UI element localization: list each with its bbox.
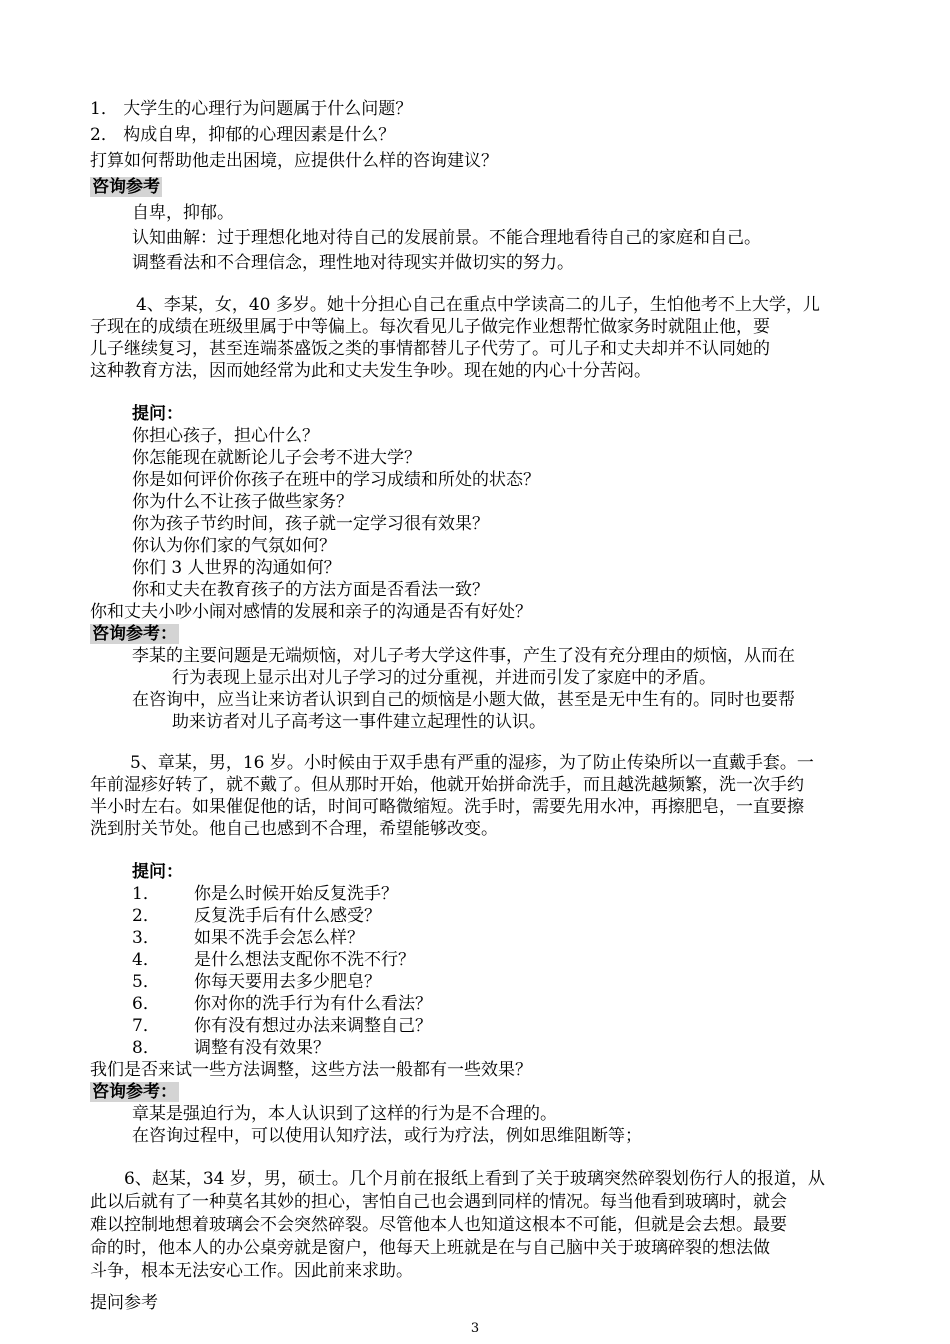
case-paragraph-line: 半小时左右。如果催促他的话，时间可略微缩短。洗手时，需要先用水冲，再擦肥皂，一直要擦 (90, 797, 804, 817)
question-line: 你和丈夫小吵小闹对感情的发展和亲子的沟通是否有好处？ (90, 602, 532, 622)
ask-heading: 提问： (132, 862, 183, 882)
case-paragraph-line: 4、李某，女，40 多岁。她十分担心自己在重点中学读高二的儿子，生怕他考不上大学，儿 (136, 295, 820, 315)
case-paragraph-line: 这种教育方法，因而她经常为此和丈夫发生争吵。现在她的内心十分苦闷。 (90, 361, 651, 381)
paragraph-line: 章某是强迫行为，本人认识到了这样的行为是不合理的。 (132, 1104, 557, 1124)
case-paragraph-line: 难以控制地想着玻璃会不会突然碎裂。尽管他本人也知道这根本不可能，但就是会去想。最要 (90, 1215, 787, 1235)
paragraph-line: 在咨询过程中，可以使用认知疗法，或行为疗法，例如思维阻断等； (132, 1126, 642, 1146)
question-line: 你为孩子节约时间，孩子就一定学习很有效果？ (132, 514, 489, 534)
ask-heading: 提问参考 (90, 1293, 158, 1313)
numbered-question: 4． 是什么想法支配你不洗不行？ (132, 950, 415, 970)
section-heading: 咨询参考 (92, 177, 160, 197)
paragraph-line: 调整看法和不合理信念，理性地对待现实并做切实的努力。 (132, 253, 574, 273)
ask-heading: 提问： (132, 404, 183, 424)
paragraph-line: 行为表现上显示出对儿子学习的过分重视，并进而引发了家庭中的矛盾。 (172, 668, 716, 688)
numbered-question: 7． 你有没有想过办法来调整自己？ (132, 1016, 432, 1036)
numbered-question: 1． 你是么时候开始反复洗手？ (132, 884, 398, 904)
paragraph-line: 李某的主要问题是无端烦恼，对儿子考大学这件事，产生了没有充分理由的烦恼，从而在 (132, 646, 795, 666)
case-paragraph-line: 命的时，他本人的办公桌旁就是窗户，他每天上班就是在与自己脑中关于玻璃碎裂的想法做 (90, 1238, 770, 1258)
case-paragraph-line: 子现在的成绩在班级里属于中等偏上。每次看见儿子做完作业想帮忙做家务时就阻止他，要 (90, 317, 770, 337)
question-line: 我们是否来试一些方法调整，这些方法一般都有一些效果？ (90, 1060, 532, 1080)
case-paragraph-line: 5、章某，男，16 岁。小时候由于双手患有严重的湿疹，为了防止传染所以一直戴手套。一 (130, 753, 814, 773)
question-line: 你担心孩子，担心什么？ (132, 426, 319, 446)
question-line: 你是如何评价你孩子在班中的学习成绩和所处的状态？ (132, 470, 540, 490)
question-line: 你们 3 人世界的沟通如何？ (132, 558, 341, 578)
question-line: 打算如何帮助他走出困境，应提供什么样的咨询建议？ (90, 151, 498, 171)
paragraph-line: 自卑，抑郁。 (132, 203, 234, 223)
case-paragraph-line: 此以后就有了一种莫名其妙的担心，害怕自己也会遇到同样的情况。每当他看到玻璃时，就会 (90, 1192, 787, 1212)
question-line: 你为什么不让孩子做些家务？ (132, 492, 353, 512)
numbered-question: 5． 你每天要用去多少肥皂？ (132, 972, 381, 992)
case-paragraph-line: 6、赵某，34 岁，男，硕士。几个月前在报纸上看到了关于玻璃突然碎裂划伤行人的报道，从 (124, 1169, 825, 1189)
paragraph-line: 在咨询中，应当让来访者认识到自己的烦恼是小题大做，甚至是无中生有的。同时也要帮 (132, 690, 795, 710)
section-heading: 咨询参考： (92, 624, 177, 644)
page-number: 3 (470, 1321, 480, 1336)
question-line: 你怎能现在就断论儿子会考不进大学？ (132, 448, 421, 468)
section-heading: 咨询参考： (92, 1082, 177, 1102)
question-line: 1． 大学生的心理行为问题属于什么问题？ (90, 99, 413, 119)
paragraph-line: 助来访者对儿子高考这一事件建立起理性的认识。 (172, 712, 546, 732)
case-paragraph-line: 洗到肘关节处。他自己也感到不合理，希望能够改变。 (90, 819, 498, 839)
paragraph-line: 认知曲解：过于理想化地对待自己的发展前景。不能合理地看待自己的家庭和自己。 (132, 228, 761, 248)
numbered-question: 8． 调整有没有效果？ (132, 1038, 330, 1058)
question-line: 2． 构成自卑，抑郁的心理因素是什么？ (90, 125, 396, 145)
numbered-question: 6． 你对你的洗手行为有什么看法？ (132, 994, 432, 1014)
case-paragraph-line: 斗争，根本无法安心工作。因此前来求助。 (90, 1261, 413, 1281)
question-line: 你认为你们家的气氛如何？ (132, 536, 336, 556)
question-line: 你和丈夫在教育孩子的方法方面是否看法一致？ (132, 580, 489, 600)
case-paragraph-line: 年前湿疹好转了，就不戴了。但从那时开始，他就开始拼命洗手，而且越洗越频繁，洗一次手约 (90, 775, 804, 795)
numbered-question: 3． 如果不洗手会怎么样？ (132, 928, 364, 948)
numbered-question: 2． 反复洗手后有什么感受？ (132, 906, 381, 926)
case-paragraph-line: 儿子继续复习，甚至连端茶盛饭之类的事情都替儿子代劳了。可儿子和丈夫却并不认同她的 (90, 339, 770, 359)
